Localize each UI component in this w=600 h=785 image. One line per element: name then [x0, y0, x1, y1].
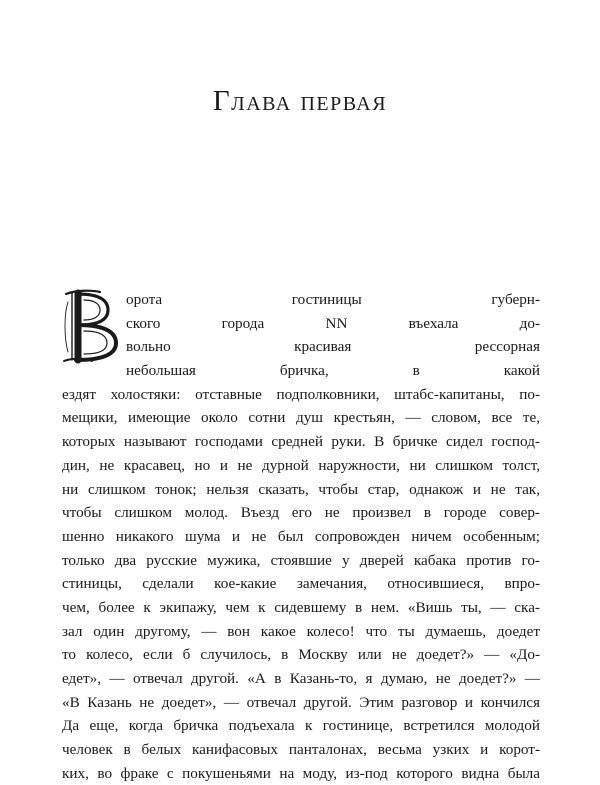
text-line: ни слишком тонок; нельзя сказать, чтобы стар, однакож и не так, [62, 480, 540, 498]
text-line: ского города NN въехала до- [126, 314, 540, 332]
text-line: стиницы, сделали кое-какие замечания, относившиеся, впро- [62, 575, 540, 593]
text-line: вольно красивая рессорная [126, 338, 540, 356]
text-line: зал один другому, — вон какое колесо! что ты думаешь, доедет [62, 622, 540, 640]
text-line: чем, более к экипажу, чем к сидевшему в нем. «Вишь ты, — ска- [62, 598, 540, 616]
text-line: Да еще, когда бричка подъехала к гостинице, встретился молодой [62, 717, 540, 735]
text-line: дин, не красавец, но и не дурной наружности, ни слишком толст, [62, 456, 540, 474]
text-line: чтобы слишком молод. Въезд его не произвел в городе совер- [62, 504, 540, 522]
text-line: только два русские мужика, стоявшие у дверей кабака против го- [62, 551, 540, 569]
text-line: которых называют господами средней руки. В бричке сидел господ- [62, 433, 540, 451]
text-line: едет», — отвечал другой. «А в Казань-то, я думаю, не доедет?» — [62, 670, 540, 687]
text-line: то колесо, если б случилось, в Москву или не доедет?» — «До- [62, 646, 540, 664]
text-line: орота гостиницы губерн- [126, 291, 540, 308]
text-line: «В Казань не доедет», — отвечал другой. Этим разговор и кончился [62, 693, 540, 711]
text-line: шенно никакого шума и не был сопровожден ничем особенным; [62, 527, 540, 545]
text-line: человек в белых канифасовых панталонах, весьма узких и корот- [62, 741, 540, 759]
text-line: ких, во фраке с покушеньями на моду, из-под которого видна была [62, 764, 540, 782]
chapter-title: Глава первая [212, 85, 388, 117]
text-line: небольшая бричка, в какой [126, 362, 540, 380]
text-line: ездят холостяки: отставные подполковники, штабс-капитаны, по- [62, 385, 540, 403]
text-line: мещики, имеющие около сотни душ крестьян, — словом, все те, [62, 409, 540, 427]
chapter-text [62, 288, 540, 785]
